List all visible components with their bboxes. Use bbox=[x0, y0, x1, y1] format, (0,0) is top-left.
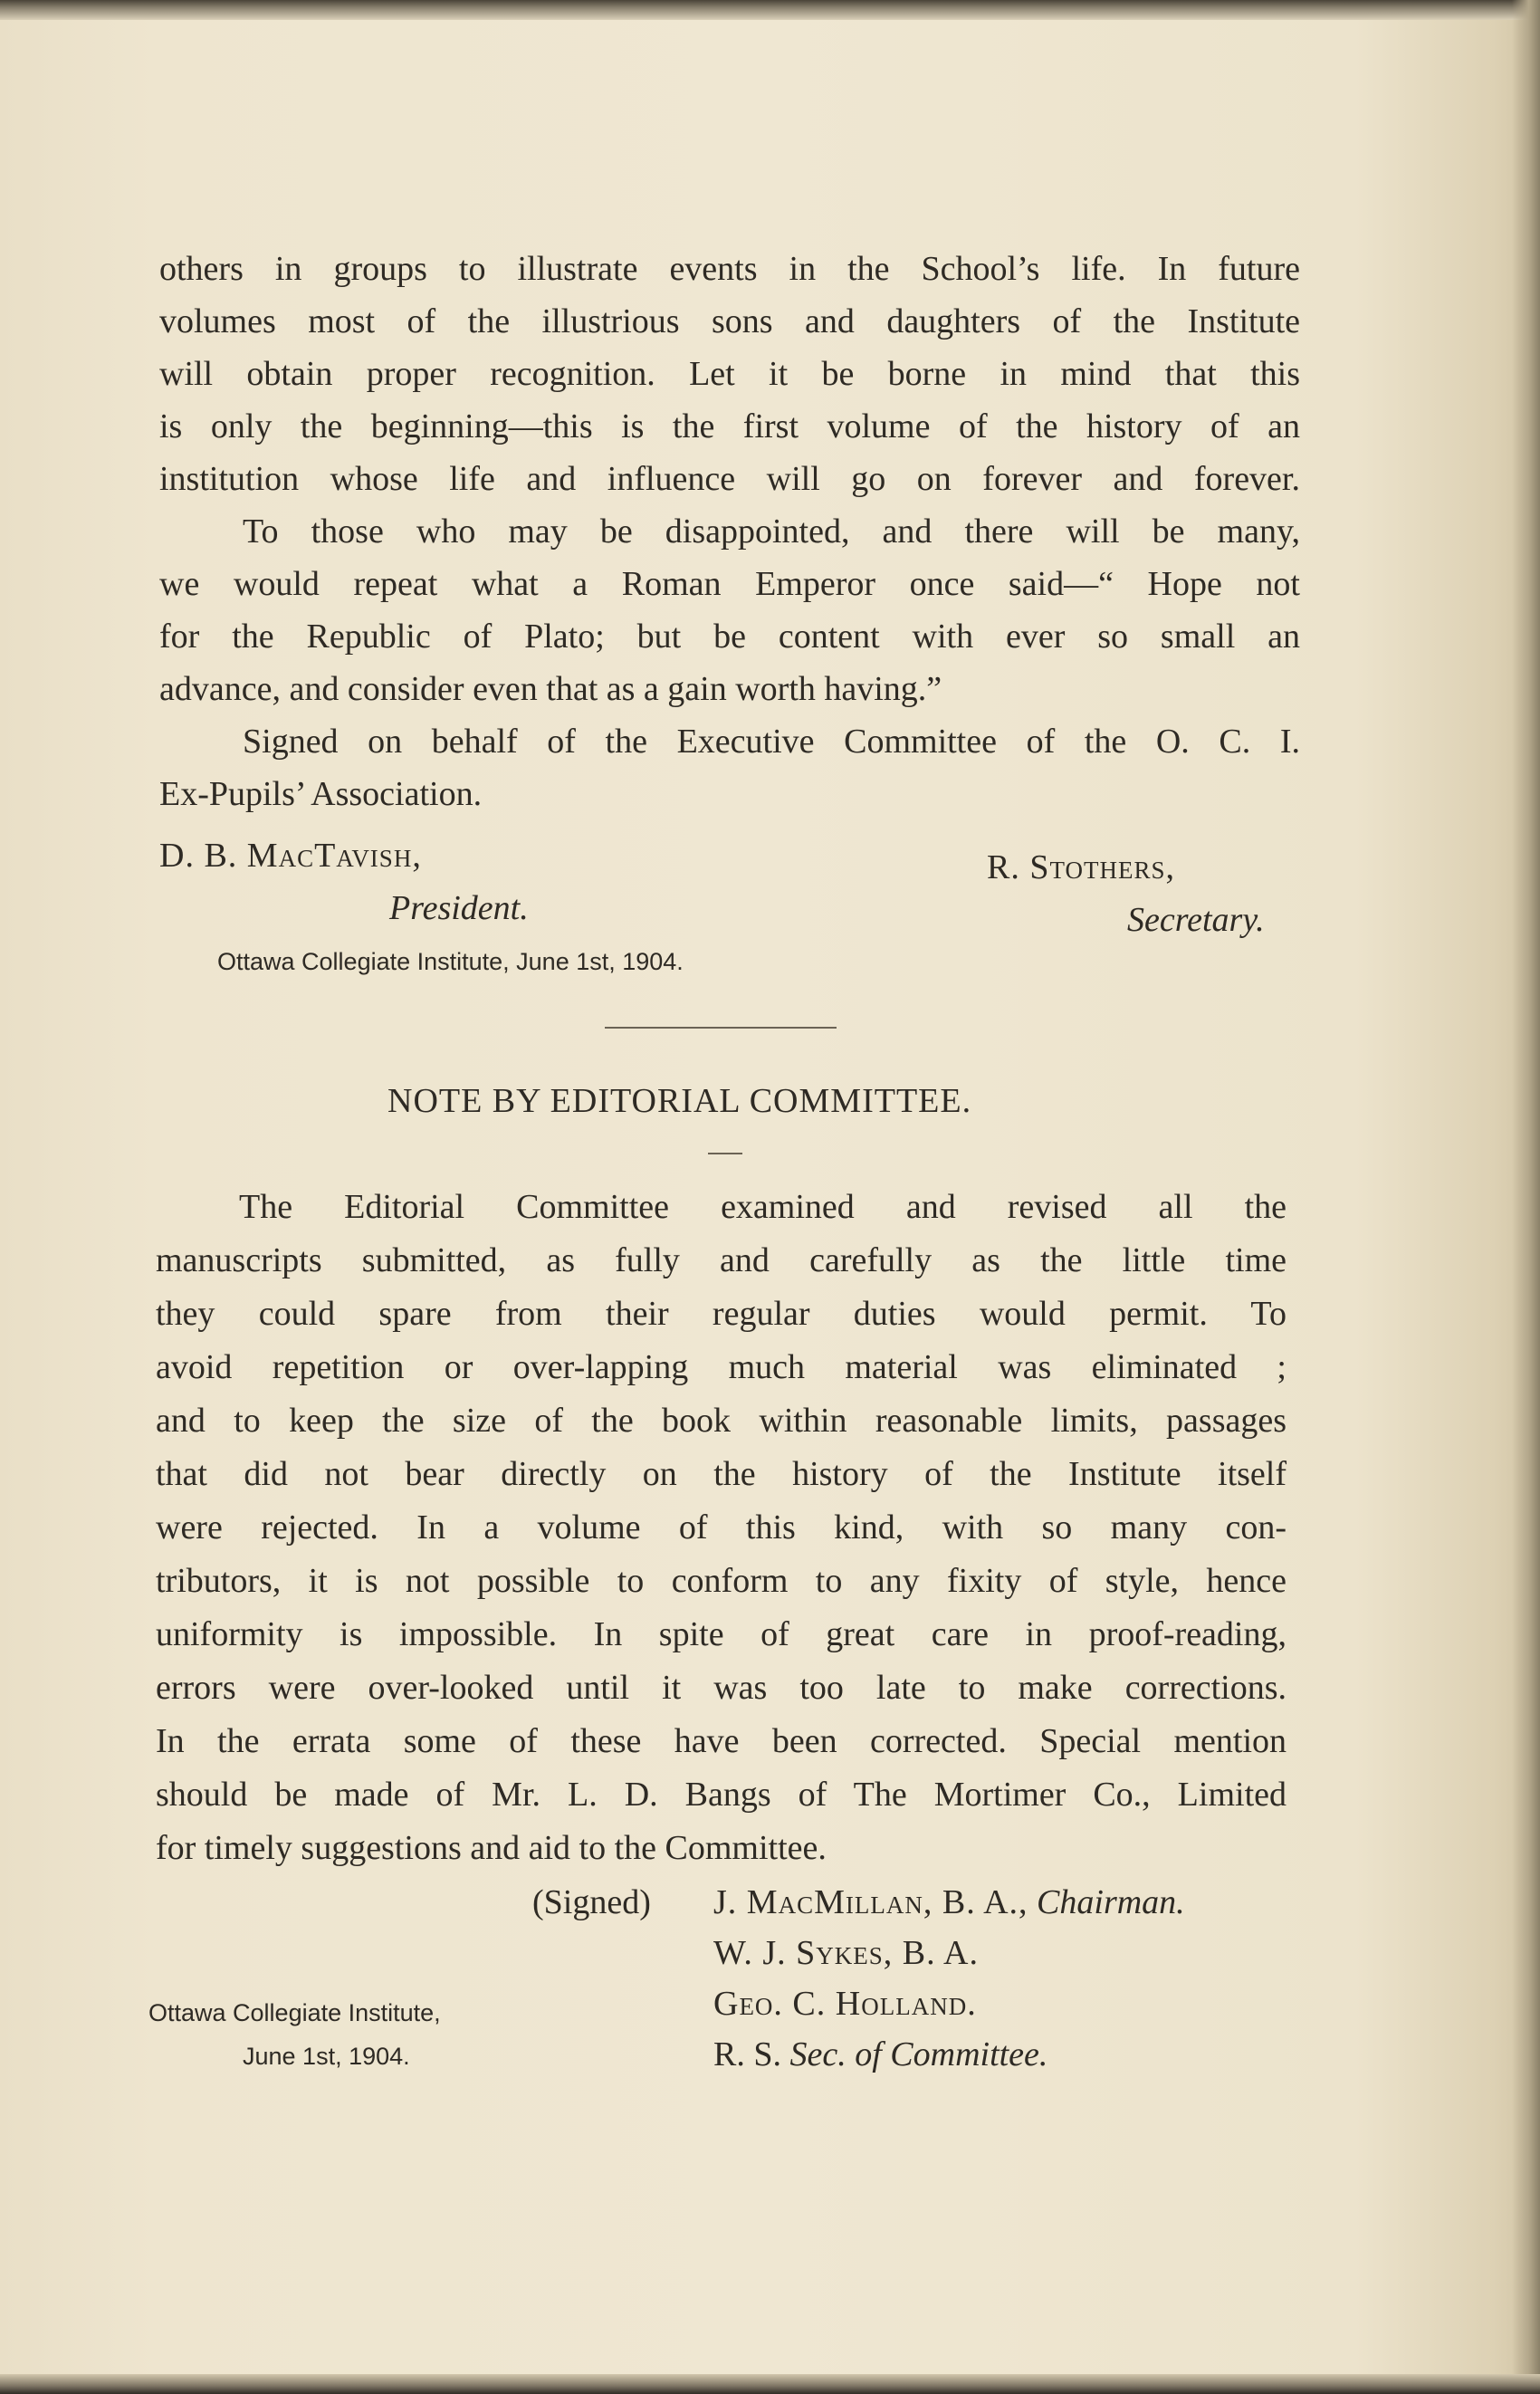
committee-member: Geo. C. Holland. bbox=[713, 1985, 977, 2023]
place-date: Ottawa Collegiate Institute, June 1st, 1904. bbox=[217, 948, 684, 975]
secretary-name: R. Stothers, bbox=[987, 848, 1175, 886]
committee-secretary-line bbox=[713, 2034, 1047, 2075]
intro-line: volumes most of the illustrious sons and daughters of the Institute bbox=[159, 302, 1300, 340]
committee-secretary-title: Sec. of Committee. bbox=[789, 2035, 1048, 2073]
editorial-line: that did not bear directly on the history of the Institute itself bbox=[156, 1455, 1287, 1493]
intro-line: will obtain proper recognition. Let it be borne in mind that this bbox=[159, 355, 1300, 393]
editorial-line: uniformity is impossible. In spite of great care in proof-reading, bbox=[156, 1615, 1287, 1653]
page-top-edge bbox=[0, 0, 1540, 20]
editorial-line: errors were over-looked until it was too late to make corrections. bbox=[156, 1669, 1287, 1707]
quote-line: advance, and consider even that as a gain worth having.” bbox=[159, 670, 942, 708]
quote-line: we would repeat what a Roman Emperor once said—“ Hope not bbox=[159, 565, 1300, 603]
editorial-line: tributors, it is not possible to conform to any fixity of style, hence bbox=[156, 1562, 1287, 1600]
editorial-line: should be made of Mr. L. D. Bangs of The Mortimer Co., Limited bbox=[156, 1776, 1287, 1814]
secretary-title: Secretary. bbox=[1127, 901, 1265, 939]
signed-line: Signed on behalf of the Executive Committee of the O. C. I. bbox=[243, 723, 1300, 761]
section-divider bbox=[605, 1027, 837, 1029]
committee-place: Ottawa Collegiate Institute, bbox=[148, 1999, 441, 2026]
editorial-line: manuscripts submitted, as fully and carefully as the little time bbox=[156, 1241, 1287, 1279]
page-bottom-edge bbox=[0, 2374, 1540, 2394]
quote-line: for the Republic of Plato; but be content with ever so small an bbox=[159, 618, 1300, 656]
editorial-line: were rejected. In a volume of this kind, with so many con- bbox=[156, 1508, 1287, 1547]
intro-line: is only the beginning—this is the first volume of the history of an bbox=[159, 407, 1300, 445]
editorial-line: The Editorial Committee examined and revised all the bbox=[239, 1188, 1287, 1226]
chairman-line bbox=[713, 1882, 1185, 1923]
chairman-title: Chairman. bbox=[1037, 1883, 1185, 1921]
intro-line: institution whose life and influence will go on forever and forever. bbox=[159, 460, 1300, 498]
committee-date: June 1st, 1904. bbox=[243, 2043, 410, 2070]
intro-line: others in groups to illustrate events in the School’s life. In future bbox=[159, 250, 1300, 288]
editorial-line: and to keep the size of the book within reasonable limits, passages bbox=[156, 1402, 1287, 1440]
editorial-line: In the errata some of these have been corrected. Special mention bbox=[156, 1722, 1287, 1760]
signed-label: (Signed) bbox=[532, 1883, 651, 1921]
signed-line: Ex-Pupils’ Association. bbox=[159, 775, 483, 813]
page-right-edge bbox=[1512, 0, 1540, 2394]
editorial-line: avoid repetition or over-lapping much material was eliminated ; bbox=[156, 1348, 1287, 1386]
editorial-line: for timely suggestions and aid to the Committee. bbox=[156, 1829, 827, 1867]
quote-line: To those who may be disappointed, and there will be many, bbox=[243, 512, 1300, 551]
committee-member: W. J. Sykes, B. A. bbox=[713, 1934, 979, 1972]
heading-underline bbox=[708, 1153, 742, 1154]
editorial-heading: NOTE BY EDITORIAL COMMITTEE. bbox=[387, 1082, 972, 1120]
president-name: D. B. MacTavish, bbox=[159, 837, 422, 875]
chairman-name: J. MacMillan, B. A., bbox=[713, 1883, 1028, 1921]
president-title: President. bbox=[389, 889, 529, 927]
secretary-initials: R. S. bbox=[713, 2035, 781, 2073]
editorial-line: they could spare from their regular duties would permit. To bbox=[156, 1295, 1287, 1333]
